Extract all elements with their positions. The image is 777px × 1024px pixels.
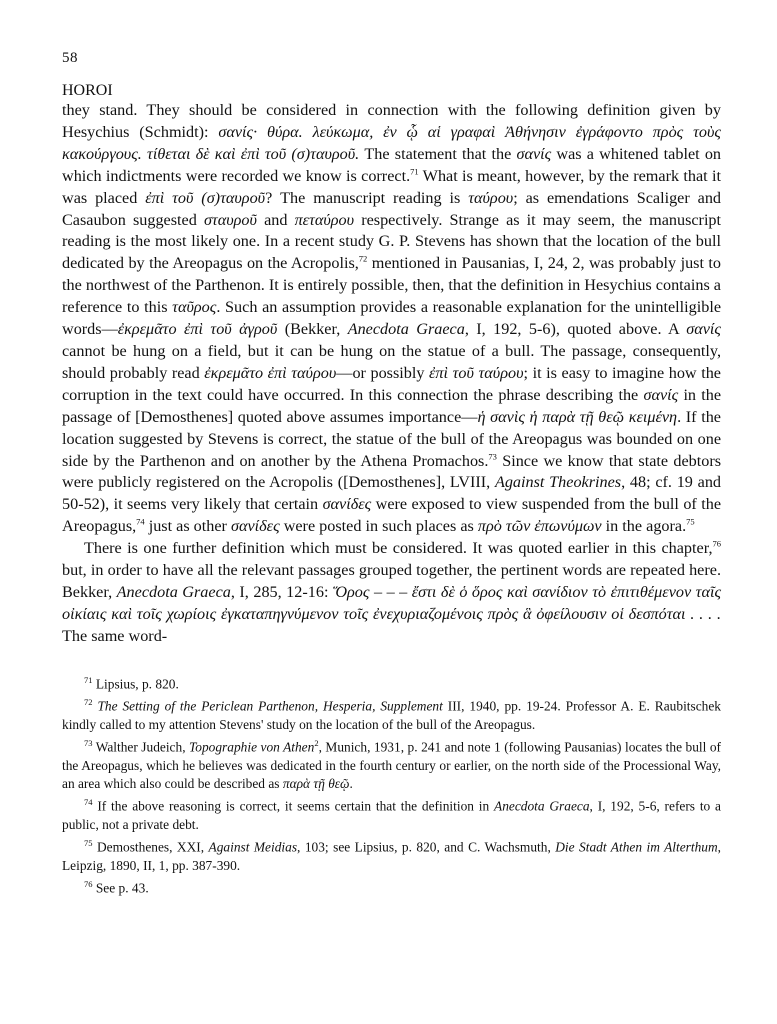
text-run: —or possibly [336,363,425,382]
footnote-ref-72[interactable]: 72 [358,253,368,264]
footnote-text: Demosthenes, XXI, [96,839,205,855]
text-run: , I, 192, 5-6), quoted above. A [464,320,679,339]
footnote-text: , Leipzig, 1890, II, 1, pp. 387-390. [62,839,721,873]
book-title: Die Stadt Athen im Alterthum [555,839,718,855]
footnote-ref-76[interactable]: 76 [712,538,721,549]
footnote-text: , I, 192, 5-6, refers to a public, not a private debt. [62,798,721,832]
greek-term: σανίς [516,144,552,163]
paragraph-1 [62,100,721,538]
text-run: were exposed to view suspended from the bull of the Areopagus, [62,495,722,536]
running-title: HOROI [62,82,113,99]
greek-term: πρὸ τῶν ἐπωνύμων [477,517,602,536]
text-run: , 48; cf. 19 and 50-52), it seems very likely that certain [62,473,722,514]
footnote-text: See p. 43. [95,880,149,896]
text-run: ? The manuscript reading is [265,188,461,207]
text-run: but, in order to have all the relevant passages grouped together, the pertinent words are repeated here. Bekker, [62,561,721,601]
footnote-71 [62,671,721,694]
greek-term: σανίς [686,320,721,339]
footnote-ref-71[interactable]: 71 [410,166,419,177]
text-run: The same word- [62,626,168,645]
greek-term: ἡ σανὶς ἡ παρὰ τῇ θεῷ κειμένη [477,407,678,426]
text-run: Since we know that state debtors were publicly registered on the Acropolis ([Demosthenes], LVIII, [62,451,722,492]
greek-term: παρὰ τῇ θεῷ [282,776,350,792]
footnote-number: 72 [84,697,93,708]
text-run: respectively. Strange as it may seem, the manuscript reading is the most likely one. In a recent study G. P. Stevens has shown that the location of the bull dedicated by the Areopagus on the Acropolis, [62,210,722,273]
footnote-text: III, 1940, pp. 19-24. Professor A. E. Raubitschek kindly called to my attention Stevens' study on the location of the bull of the Areopagus. [62,698,721,732]
book-title: Anecdota Graeca [116,582,231,601]
footnote-number: 75 [84,838,93,849]
footnote-number: 76 [84,879,93,890]
footnote-text: . [349,776,353,792]
text-run: The statement that the [364,144,512,163]
footnote-75 [62,834,721,875]
greek-quotation: Ὅρος – – – ἔστι δὲ ὁ ὅρος καὶ σανίδιον τὸ ἐπιτιθέμενον ταῖς οἰκίαις καὶ τοῖς χωρίοις ἐγκαταπηγνύμενον τοῖς ἐνεχυριαζομένοις πρὸς ἃ ὀφείλουσιν οἱ δεσπόται . . . . [62,582,722,623]
text-run: What is meant, however, by the remark that it was placed [62,166,721,207]
greek-term: σανίδες [231,517,280,536]
footnote-number: 74 [84,797,93,808]
text-run: . Such an assumption provides a reasonable explanation for the unintelligible words— [62,298,722,339]
text-run: they stand. They should be considered in connection with the following definition given by Hesychius (Schmidt): [62,101,721,141]
footnote-number: 73 [84,738,93,749]
text-run: , I, 285, 12-16: [230,582,329,601]
book-title: Anecdota Graeca [494,798,590,814]
greek-term: ἐπὶ τοῦ (σ)ταυροῦ [145,188,266,207]
greek-quotation: σανίς· θύρα. λεύκωμα, ἐν ᾧ αἱ γραφαὶ Ἀθήνησιν ἐγράφοντο πρὸς τοὺς κακούργους. τίθεται δὲ καὶ ἐπὶ τοῦ (σ)ταυροῦ. [62,122,721,163]
text-run: There is one further definition which must be considered. It was quoted earlier in this chapter, [84,539,713,558]
footnote-text: If the above reasoning is correct, it seems certain that the definition in [97,798,490,814]
book-title: The Setting of the Periclean Parthenon, Hesperia, Supplement [97,698,443,714]
footnote-text: Walther Judeich, [95,739,186,755]
text-run: (Bekker, [284,320,341,339]
text-run: . If the location suggested by Stevens is correct, the statue of the bull of the Areopagus was bounded on one side by the Parthenon and on another by the Athena Promachos. [62,407,721,470]
footnote-ref-75[interactable]: 75 [686,516,695,527]
main-text [62,100,721,648]
text-run: and [264,210,288,229]
footnote-74 [62,793,721,834]
page-header [62,50,721,82]
greek-term: ἐπὶ τοῦ ταύρου [429,363,524,382]
footnote-text: Lipsius, p. 820. [95,676,179,692]
footnote-text: , 103; see Lipsius, p. 820, and C. Wachsmuth, [297,839,551,855]
book-title: Topographie von Athen [189,739,315,755]
greek-term: ἐκρεμᾶτο ἐπὶ τοῦ ἀγροῦ [117,320,278,339]
text-run: mentioned in Pausanias, I, 24, 2, was probably just to the northwest of the Parthenon. It is entirely possible, then, that the definition in Hesychius contains a reference to this [62,254,721,317]
paragraph-2 [62,538,721,648]
footnotes [62,671,721,898]
text-run: ; as emendations Scaliger and Casaubon suggested [62,188,722,229]
greek-term: ἐκρεμᾶτο ἐπὶ ταύρου [204,363,337,382]
book-title: Against Theokrines [494,473,622,492]
text-run: just as other [148,517,227,536]
book-title: Anecdota Graeca [347,320,465,339]
edition-superscript: 2 [314,738,319,749]
page-number: 58 [62,50,78,66]
text-run: in the passage of [Demosthenes] quoted above assumes importance— [62,385,722,426]
text-run: ; it is easy to imagine how the corruption in the text could have occurred. In this connection the phrase describing the [62,363,721,404]
footnote-ref-74[interactable]: 74 [136,516,145,527]
greek-term: σανίς [643,385,679,404]
book-title: Against Meidias [208,839,298,855]
footnote-ref-73[interactable]: 73 [488,451,497,462]
text-run: cannot be hung on a field, but it can be hung on the statue of a bull. The passage, consequently, should probably read [62,341,721,382]
text-run: was a whitened tablet on which indictments were recorded we know is correct. [62,144,722,185]
text-run: were posted in such places as [283,517,474,536]
greek-term: πεταύρου [294,210,355,229]
greek-term: ταύρου [468,188,514,207]
text-run: in the agora. [605,517,687,536]
footnote-number: 71 [84,674,93,685]
greek-term: ταῦρος [172,298,217,317]
footnote-76 [62,875,721,898]
greek-term: σανίδες [322,495,372,514]
footnote-text: , Munich, 1931, p. 241 and note 1 (following Pausanias) locates the bull of the Areopagus, which he believes was dedicated in the fourth century or earlier, on the north side of the Processional Way, an area which also could be described as [62,739,721,792]
footnote-72 [62,693,721,734]
greek-term: σταυροῦ [203,210,257,229]
footnote-73 [62,734,721,793]
